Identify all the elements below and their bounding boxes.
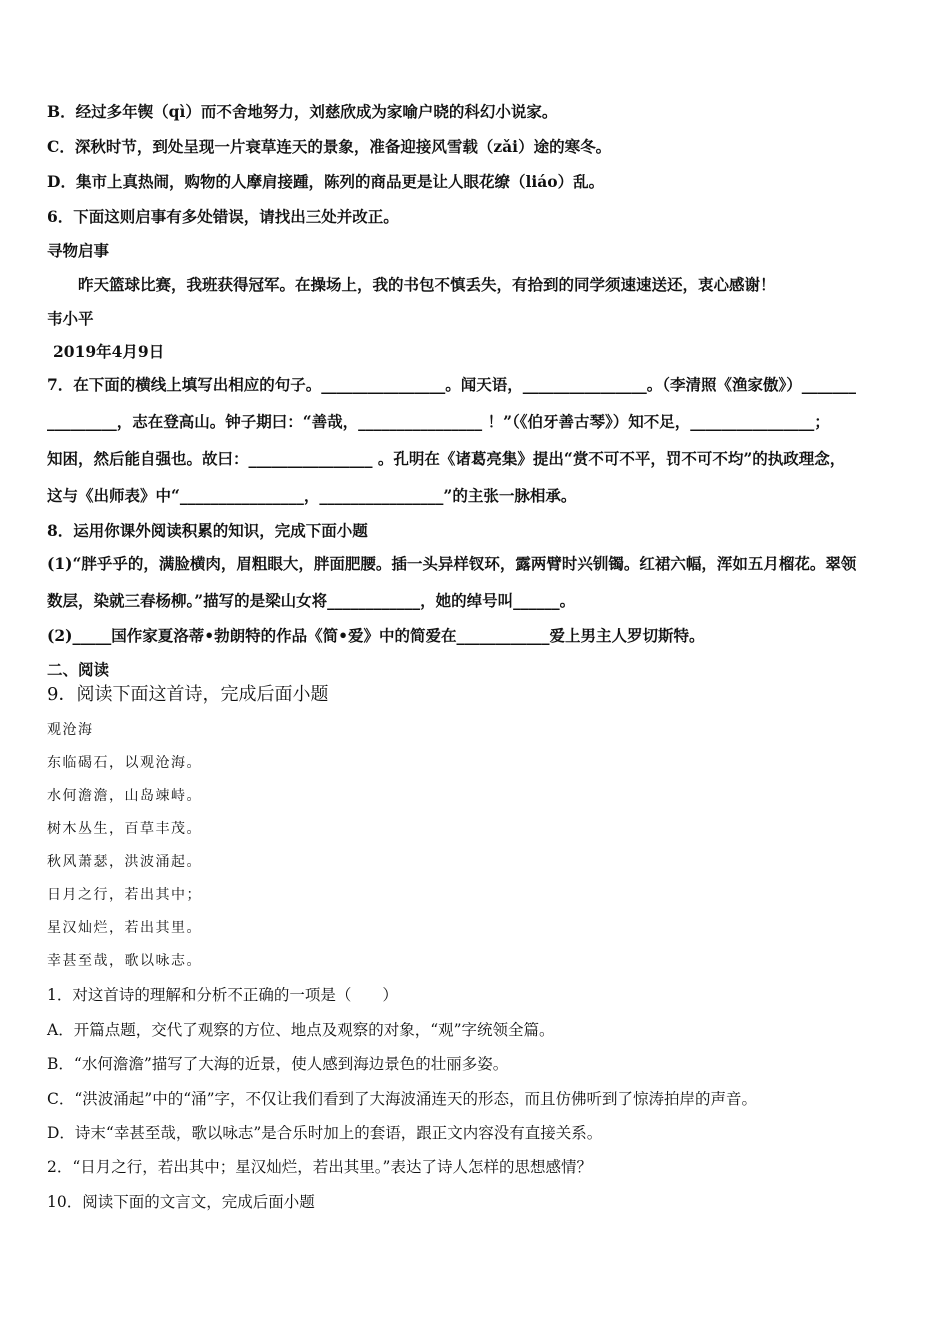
q9-stem: 9．阅读下面这首诗，完成后面小题	[47, 684, 329, 705]
poem-title: 观沧海	[47, 722, 94, 738]
q7-line-4: 这与《出师表》中“________________，________________”的主张一脉相承。	[47, 486, 577, 505]
q7-line-3: 知困，然后能自强也。故曰：________________ 。孔明在《诸葛亮集》提出“赏不可不平，罚不可不均”的执政理念，	[47, 449, 846, 468]
notice-date: 2019年4月9日	[53, 342, 165, 361]
poem-line: 日月之行，若出其中；	[47, 887, 202, 903]
q8-part1-line-1: (1)“胖乎乎的，满脸横肉，眉粗眼大，胖面肥腰。插一头异样钗环，露两臂时兴钏镯。红裙六幅，浑如五月榴花。翠领	[47, 554, 857, 573]
q7-line-1: 7．在下面的横线上填写出相应的句子。________________。闻天语，________________。（李清照《渔家傲》）_______	[47, 375, 857, 394]
q8-stem: 8．运用你课外阅读积累的知识，完成下面小题	[47, 521, 368, 540]
poem-line: 星汉灿烂，若出其里。	[47, 920, 202, 936]
q7-line-2: _________，志在登高山。钟子期曰：“善哉，________________ ！”（《伯牙善古琴》）知不足，________________；	[47, 412, 830, 431]
q5-option-c: C．深秋时节，到处呈现一片衰草连天的景象，准备迎接风雪载（zǎi）途的寒冬。	[47, 137, 612, 156]
q5-option-b: B．经过多年锲（qì）而不舍地努力，刘慈欣成为家喻户晓的科幻小说家。	[47, 102, 558, 121]
poem-line: 东临碣石，以观沧海。	[47, 755, 202, 771]
section-title: 二、阅读	[47, 660, 110, 679]
poem-line: 秋风萧瑟，洪波涌起。	[47, 854, 202, 870]
notice-title: 寻物启事	[47, 241, 110, 260]
q8-part1-line-2: 数层，染就三春杨柳。”描写的是梁山女将____________，她的绰号叫______。	[47, 591, 576, 610]
poem-line: 水何澹澹，山岛竦峙。	[47, 788, 202, 804]
q10-stem: 10．阅读下面的文言文，完成后面小题	[47, 1193, 315, 1211]
q9-sub2-stem: 2．“日月之行，若出其中；星汉灿烂，若出其里。”表达了诗人怎样的思想感情？	[47, 1158, 592, 1176]
poem-line: 树木丛生，百草丰茂。	[47, 821, 202, 837]
notice-signer: 韦小平	[47, 309, 94, 328]
q9-sub1-stem: 1．对这首诗的理解和分析不正确的一项是（ ）	[47, 986, 398, 1004]
q9-sub1-option-d: D．诗末“幸甚至哉，歌以咏志”是合乐时加上的套语，跟正文内容没有直接关系。	[47, 1124, 603, 1142]
q9-sub1-option-c: C．“洪波涌起”中的“涌”字，不仅让我们看到了大海波涌连天的形态，而且仿佛听到了惊涛拍岸的声音。	[47, 1090, 758, 1108]
q6-stem: 6．下面这则启事有多处错误，请找出三处并改正。	[47, 207, 399, 226]
notice-body: 昨天篮球比赛，我班获得冠军。在操场上，我的书包不慎丢失，有拾到的同学须速速送还，衷心感谢！	[78, 275, 776, 294]
poem-line: 幸甚至哉，歌以咏志。	[47, 953, 202, 969]
q9-sub1-option-a: A．开篇点题，交代了观察的方位、地点及观察的对象，“观”字统领全篇。	[47, 1021, 555, 1039]
q9-sub1-option-b: B．“水何澹澹”描写了大海的近景，使人感到海边景色的壮丽多姿。	[47, 1055, 509, 1073]
q8-part2: (2)_____国作家夏洛蒂•勃朗特的作品《简•爱》中的简爱在____________爱上男主人罗切斯特。	[47, 626, 705, 645]
q5-option-d: D．集市上真热闹，购物的人摩肩接踵，陈列的商品更是让人眼花缭（liáo）乱。	[47, 172, 605, 191]
